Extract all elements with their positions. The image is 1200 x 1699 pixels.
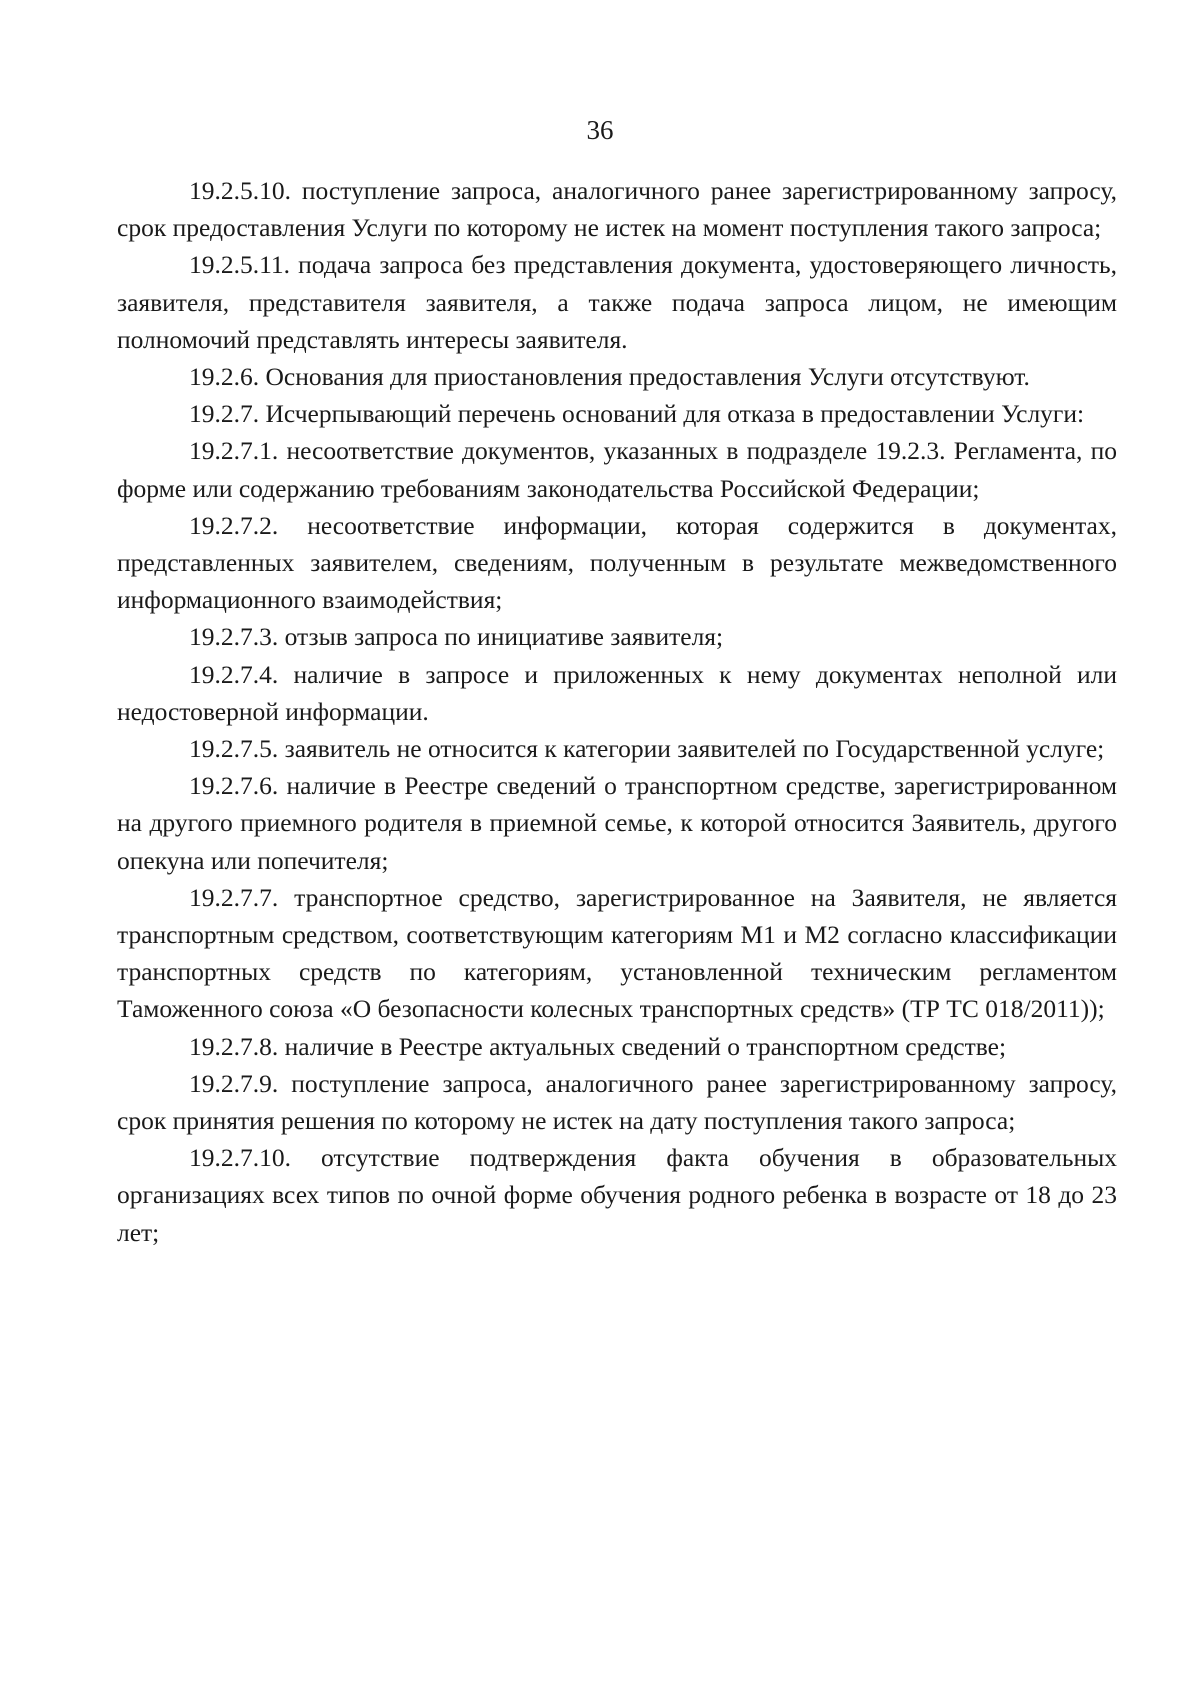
document-body — [117, 172, 1117, 1251]
paragraph-19-2-7-5: 19.2.7.5. заявитель не относится к категории заявителей по Государственной услуге; — [189, 734, 1105, 764]
paragraph-19-2-7-6: 19.2.7.6. наличие в Реестре сведений о транспортном средстве, зарегистрированном на другого приемного родителя в приемной семье, к которой относится Заявитель, другого опекуна или попечителя; — [117, 771, 1117, 875]
paragraph-19-2-7-4: 19.2.7.4. наличие в запросе и приложенных к нему документах неполной или недостоверной информации. — [117, 659, 1117, 726]
paragraph-19-2-7-9: 19.2.7.9. поступление запроса, аналогичного ранее зарегистрированному запросу, срок принятия решения по которому не истек на дату поступления такого запроса; — [117, 1068, 1117, 1136]
paragraph-19-2-7-8: 19.2.7.8. наличие в Реестре актуальных сведений о транспортном средстве; — [189, 1031, 1007, 1061]
paragraph-19-2-7: 19.2.7. Исчерпывающий перечень оснований для отказа в предоставлении Услуги: — [189, 399, 1085, 429]
paragraph-19-2-7-10: 19.2.7.10. отсутствие подтверждения факта обучения в образовательных организациях всех типов по очной форме обучения родного ребенка в возрасте от 18 до 23 лет; — [117, 1143, 1117, 1247]
paragraph-19-2-6: 19.2.6. Основания для приостановления предоставления Услуги отсутствуют. — [189, 362, 1030, 392]
paragraph-19-2-7-2: 19.2.7.2. несоответствие информации, которая содержится в документах, представленных заявителем, сведениям, полученным в результате межведомственного информационного взаимодействия; — [117, 510, 1117, 615]
page-number: 36 — [586, 115, 614, 145]
paragraph-19-2-5-11: 19.2.5.11. подача запроса без представления документа, удостоверяющего личность, заявителя, представителя заявителя, а также подача запроса лицом, не имеющим полномочий представлять интересы заявителя. — [117, 250, 1117, 354]
paragraph-19-2-7-7: 19.2.7.7. транспортное средство, зарегистрированное на Заявителя, не является транспортным средством, соответствующим категориям М1 и М2 согласно классификации транспортных средств по категориям, установленной техническим регламентом Таможенного союза «О безопасности колесных транспортных средств» (ТР ТС 018/2011)); — [117, 882, 1117, 1024]
paragraph-19-2-7-3: 19.2.7.3. отзыв запроса по инициативе заявителя; — [189, 622, 724, 652]
paragraph-19-2-5-10: 19.2.5.10. поступление запроса, аналогичного ранее зарегистрированному запросу, срок предоставления Услуги по которому не истек на момент поступления такого запроса; — [117, 176, 1117, 243]
paragraph-19-2-7-1: 19.2.7.1. несоответствие документов, указанных в подразделе 19.2.3. Регламента, по форме или содержанию требованиям законодательства Российской Федерации; — [117, 436, 1117, 503]
